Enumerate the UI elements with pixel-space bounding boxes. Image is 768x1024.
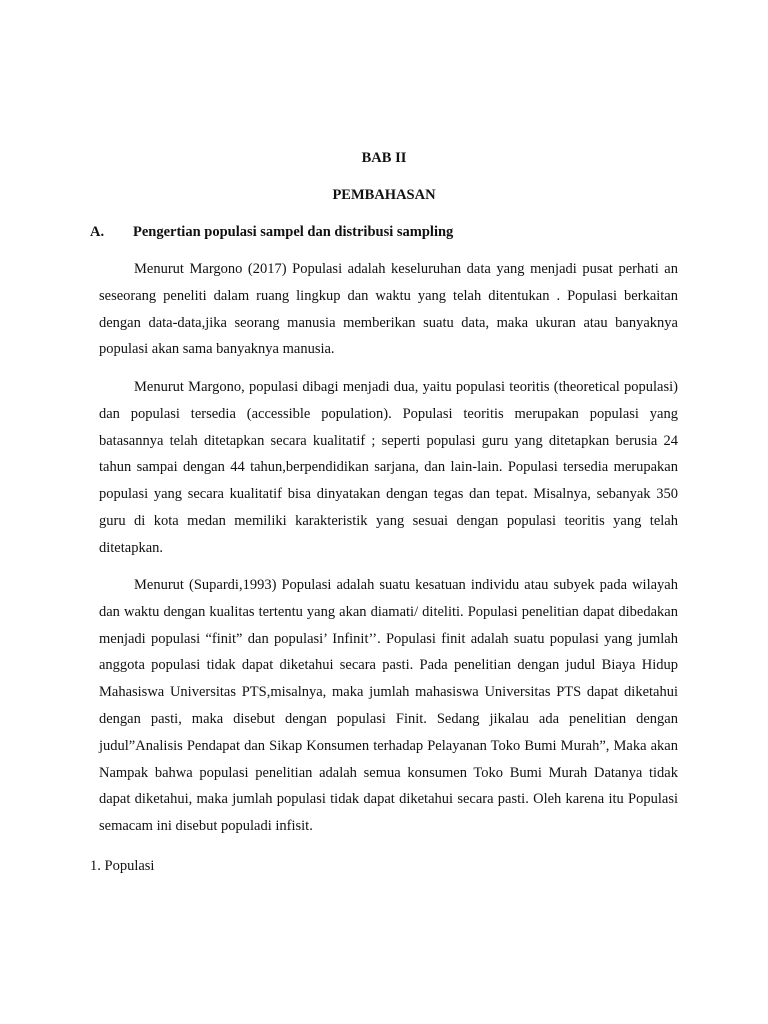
paragraph-2: Menurut Margono, populasi dibagi menjadi dua, yaitu populasi teoritis (theoretical populasi) dan populasi tersedia (accessible population). Populasi teoritis merupakan populasi yang batasannya telah ditetapkan secara kualitatif ; seperti populasi guru yang ditetapkan berusia 24 tahun sampai dengan 44 tahun,berpendidikan sarjana, dan lain-lain. Populasi tersedia merupakan populasi yang secara kualitatif bisa dinyatakan dengan tegas dan tepat. Misalnya, sebanyak 350 guru di kota medan memiliki karakteristik yang sesuai dengan populasi teoritis yang telah ditetapkan. (99, 379, 678, 556)
paragraph-1: Menurut Margono (2017) Populasi adalah keseluruhan data yang menjadi pusat perhati an seseorang peneliti dalam ruang lingkup dan waktu yang telah ditentukan . Populasi berkaitan dengan data-data,jika seorang manusia memberikan suatu data, maka ukuran atau banyaknya populasi akan sama banyaknya manusia. (99, 261, 678, 358)
chapter-heading: BAB II (361, 150, 407, 166)
section-title: Pengertian populasi sampel dan distribusi sampling (133, 224, 454, 240)
paragraph-3: Menurut (Supardi,1993) Populasi adalah suatu kesatuan individu atau subyek pada wilayah dan waktu dengan kualitas tertentu yang akan diamati/ diteliti. Populasi penelitian dapat dibedakan menjadi populasi “finit” dan populasi’ Infinit’’. Populasi finit adalah suatu populasi yang jumlah anggota populasi tidak dapat diketahui secara pasti. Pada penelitian dengan judul Biaya Hidup Mahasiswa Universitas PTS,misalnya, maka jumlah mahasiswa Universitas PTS dapat diketahui dengan pasti, maka disebut dengan populasi Finit. Sedang jikalau ada penelitian dengan judul”Analisis Pendapat dan Sikap Konsumen terhadap Pelayanan Toko Bumi Murah”, Maka akan Nampak bahwa populasi penelitian adalah semua konsumen Toko Bumi Murah Datanya tidak dapat diketahui, maka jumlah populasi tidak dapat diketahui secara pasti. Oleh karena itu Populasi semacam ini disebut populadi infisit. (99, 577, 678, 835)
section-heading (90, 224, 453, 241)
section-letter: A. (90, 224, 105, 240)
list-item-populasi: 1. Populasi (90, 858, 155, 874)
chapter-title: PEMBAHASAN (332, 187, 436, 203)
